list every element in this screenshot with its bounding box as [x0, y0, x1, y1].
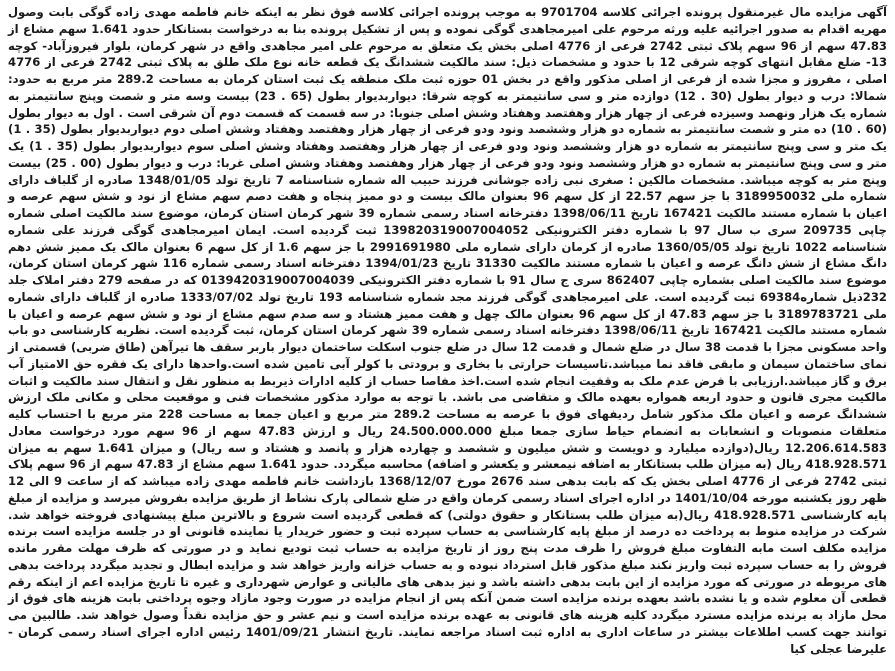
auction-notice-text: آگهی مزایده مال غیرمنقول پرونده اجرائی کلاسه 9701704 به موجب پرونده اجرائی کلاسه فوق نظر به اینکه خانم فاطمه مهدی زاده گوگی بابت وصول مهریه اقدام به صدور اجرائیه علیه ورثه مرحوم علی امیرمجاهدی گوگی نموده و پس از تشکیل پرونده بنا به درخواست بستانکار حدود 1.641 سهم مشاع از 47.83 سهم از 96 سهم پلاک ثبتی 2742 فرعی از 4776 اصلی بخش یک متعلق به مرحوم علی امیر مجاهدی واقع در شهر کرمان، بلوار فیروزآباد- کوچه 13- ضلع مقابل انتهای کوچه شرقی 12 با حدود و مشخصات ذیل: سند مالکیت ششدانگ یک قطعه خانه نوع ملک طلق به پلاک ثبتی 2742 فرعی از 4776 اصلی ، مفروز و مجزا شده از فرعی از اصلی مذکور واقع در بخش 01 حوزه ثبت ملک منطقه یک ثبت استان کرمان به مساحت 289.2 متر مربع به حدود: شمالا: درب و دیوار بطول (30 . 12) دوازده متر و سی سانتیمتر به کوچه شرقا: دیواربدیوار بطول (65 . 23) بیست وسه متر و شصت وپنج سانتیمتر به شماره یک هزار ونهصد وسیزده فرعی از چهار هزار وهفتصد وهفتاد وشش اصلی جنوبا: در سه قسمت که قسمت دوم آن شرقی است . اول به دیوار بطول (60 . 10) ده متر و شصت سانتیمتر به شماره دو هزار وششصد ونود ودو فرعی از چهار هزار وهفتصد وهفتاد وشش اصلی دوم دیواربدیوار بطول (35 . 1) یک متر و سی وپنج سانتیمتر به شماره دو هزار وششصد ونود ودو فرعی از چهار هزار وهفتصد وهفتاد وشش اصلی سوم دیواربدیوار بطول (35 . 1) یک متر و سی وپنج سانتیمتر به شماره دو هزار وششصد ونود ودو فرعی از چهار هزار وهفتصد وهفتاد وشش اصلی غربا: درب و دیوار بطول (00 . 25) بیست وپنج متر به کوچه میباشد. مشخصات مالکین : صغری نبی زاده جوشانی فرزند حبیب اله شماره شناسنامه 7 تاریخ تولد 1348/01/05 صادره از گلباف دارای شماره ملی 3189950032 با جز سهم 22.57 از کل سهم 96 بعنوان مالک بیست و دو ممیز پنجاه و هفت دصم سهم مشاع از نود و شش سهم عرصه و اعیان با شماره مستند مالکیت 167421 تاریخ 1398/06/11 دفترخانه اسناد رسمی شماره 39 شهر کرمان استان کرمان، موضوع سند مالکیت اصلی شماره چاپی 209735 سری ب سال 97 با شماره دفتر الکترونیکی 139820319007004052 ثبت گردیده است. ایمان امیرمجاهدی گوگی فرزند علی شماره شناسنامه 1022 تاریخ تولد 1360/05/05 صادره از کرمان دارای شماره ملی 2991691980 با جز سهم 1.6 از کل سهم 6 بعنوان مالک یک ممیز شش دهم دانگ مشاع از شش دانگ عرصه و اعیان با شماره مستند مالکیت 31330 تاریخ 1394/01/23 دفترخانه اسناد رسمی شماره 116 شهر کرمان استان کرمان، موضوع سند مالکیت اصلی بشماره چاپی 862407 سری ج سال 91 با شماره دفتر الکترونیکی 013942031900700403​9 که در صفحه 279 دفتر املاک جلد 232ذیل شماره69384 ثبت گردیده است. علی امیرمجاهدی گوگی فرزند مجد شماره شناسنامه 193 تاریخ تولد 1333/07/02 صادره از گلباف دارای شماره ملی 3189783721 با جز سهم 47.83 از کل سهم 96 بعنوان مالک چهل و هفت ممیز هشتاد و سه صدم سهم مشاع از نود و شش سهم عرصه و اعیان با شماره مستند مالکیت 167421 تاریخ 1398/06/11 دفترخانه اسناد رسمی شماره 39 شهر کرمان استان کرمان، ثبت گردیده است. نظریه کارشناسی دو باب واحد مسکونی مجزا با قدمت 38 سال در ضلع شمال و قدمت 12 سال در ضلع جنوب اسکلت ساختمان دیوار باربر سقف ها تیرآهن (طاق ضربی) قسمتی از نمای ساختمان سیمان و مابقی فاقد نما میباشد.تاسیسات حرارتی با بخاری و برودتی با کولر آبی تامین شده است.واحدها دارای یک فقره حق الامتیاز آب برق و گاز میباشد.ارزیابی با فرض عدم ملک به وقفیت انجام شده است.اخذ مفاصا حساب از کلیه ادارات ذیربط به منظور نقل و انتقال سند مالکیت و اثبات مالکیت مجری قانون و حدود اربعه همواره بعهده مالک و متقاضی می باشد. با توجه به موارد مذکور مشخصات فنی و موقعیت محلی و مکانی ملک ارزش ششدانگ عرصه و اعیان ملک مذکور شامل ردیفهای فوق با عرصه به مساحت 289.2 متر مربع و اعیان جمعا به مساحت 228 متر مربع با احتساب کلیه متعلقات منصوبات و انشعابات به انضمام حیاط سازی جمعا مبلغ 24.500.000.000 ریال و ارزش 47.83 سهم از 96 سهم مورد درخواست معادل 12.206.614.583 ریال(دوازده میلیارد و دویست و شش میلیون و ششصد و چهارده هزار و پانصد و هشتاد و سه ریال) و میزان 1.641 سهم به میزان 418.928.571 ریال (به میزان طلب بستانکار به اضافه نیمعشر و یکعشر و اضافه) محاسبه میگردد. حدود 1.641 سهم مشاع از 47.83 سهم از 96 سهم پلاک ثبتی 2742 فرعی از 4776 اصلی بخش یک که بابت بدهی سند 2676 مورخ 1368/12/07 بازداشت خانم فاطمه مهدی زاده میباشد که از ساعت 9 الی 12 ظهر روز یکشنبه مورخه 1401/10/04 در اداره اجرای اسناد رسمی کرمان واقع در ضلع شمالی پارک نشاط از طریق مزایده بفروش میرسد و مزایده از مبلغ پایه کارشناسی 418.928.571 ریال(به میزان طلب بستانکار و حقوق دولتی) که قطعی گردیده است شروع و بالاترین مبلغ پیشنهادی فروخته خواهد شد. شرکت در مزایده منوط به پرداخت ده درصد از مبلغ پایه کارشناسی به حساب سپرده ثبت و حضور خریدار یا نماینده قانونی او در جلسه مزایده است برنده مزایده مکلف است مابه التفاوت مبلغ فروش را ظرف مدت پنج روز از تاریخ مزایده به حساب ثبت تودیع نماید و در صورتی که ظرف مهلت مقرر مانده فروش را به حساب سپرده ثبت واریز نکند مبلغ مذکور قابل استرداد نبوده و به حساب خزانه واریز خواهد شد و مزایده ابطال و تجدید میگردد پرداخت بدهی های مربوطه در صورتی که مورد مزایده از این بابت بدهی داشته باشد و نیز بدهی های مالیاتی و عوارض شهرداری و غیره تا تاریخ مزایده اعم از اینکه رقم قطعی آن معلوم شده و یا نشده باشد بعهده برنده مزایده است ضمن آنکه پس از انجام مزایده در صورت وجود مازاد وجوه پرداختی بابت هزینه های فوق از محل مازاد به برنده مزایده مسترد میگردد کلیه هزینه های قانونی به عهده برنده مزایده است و نیم عشر و حق مزایده نقداً وصول خواهد شد. طالبین می توانند جهت کسب اطلاعات بیشتر در ساعات اداری به اداره ثبت اسناد مراجعه نمایند. تاریخ انتشار 1401/09/21 رئیس اداره اجرای اسناد رسمی کرمان - علیرضا عجلی کیا	[8, 5, 888, 656]
